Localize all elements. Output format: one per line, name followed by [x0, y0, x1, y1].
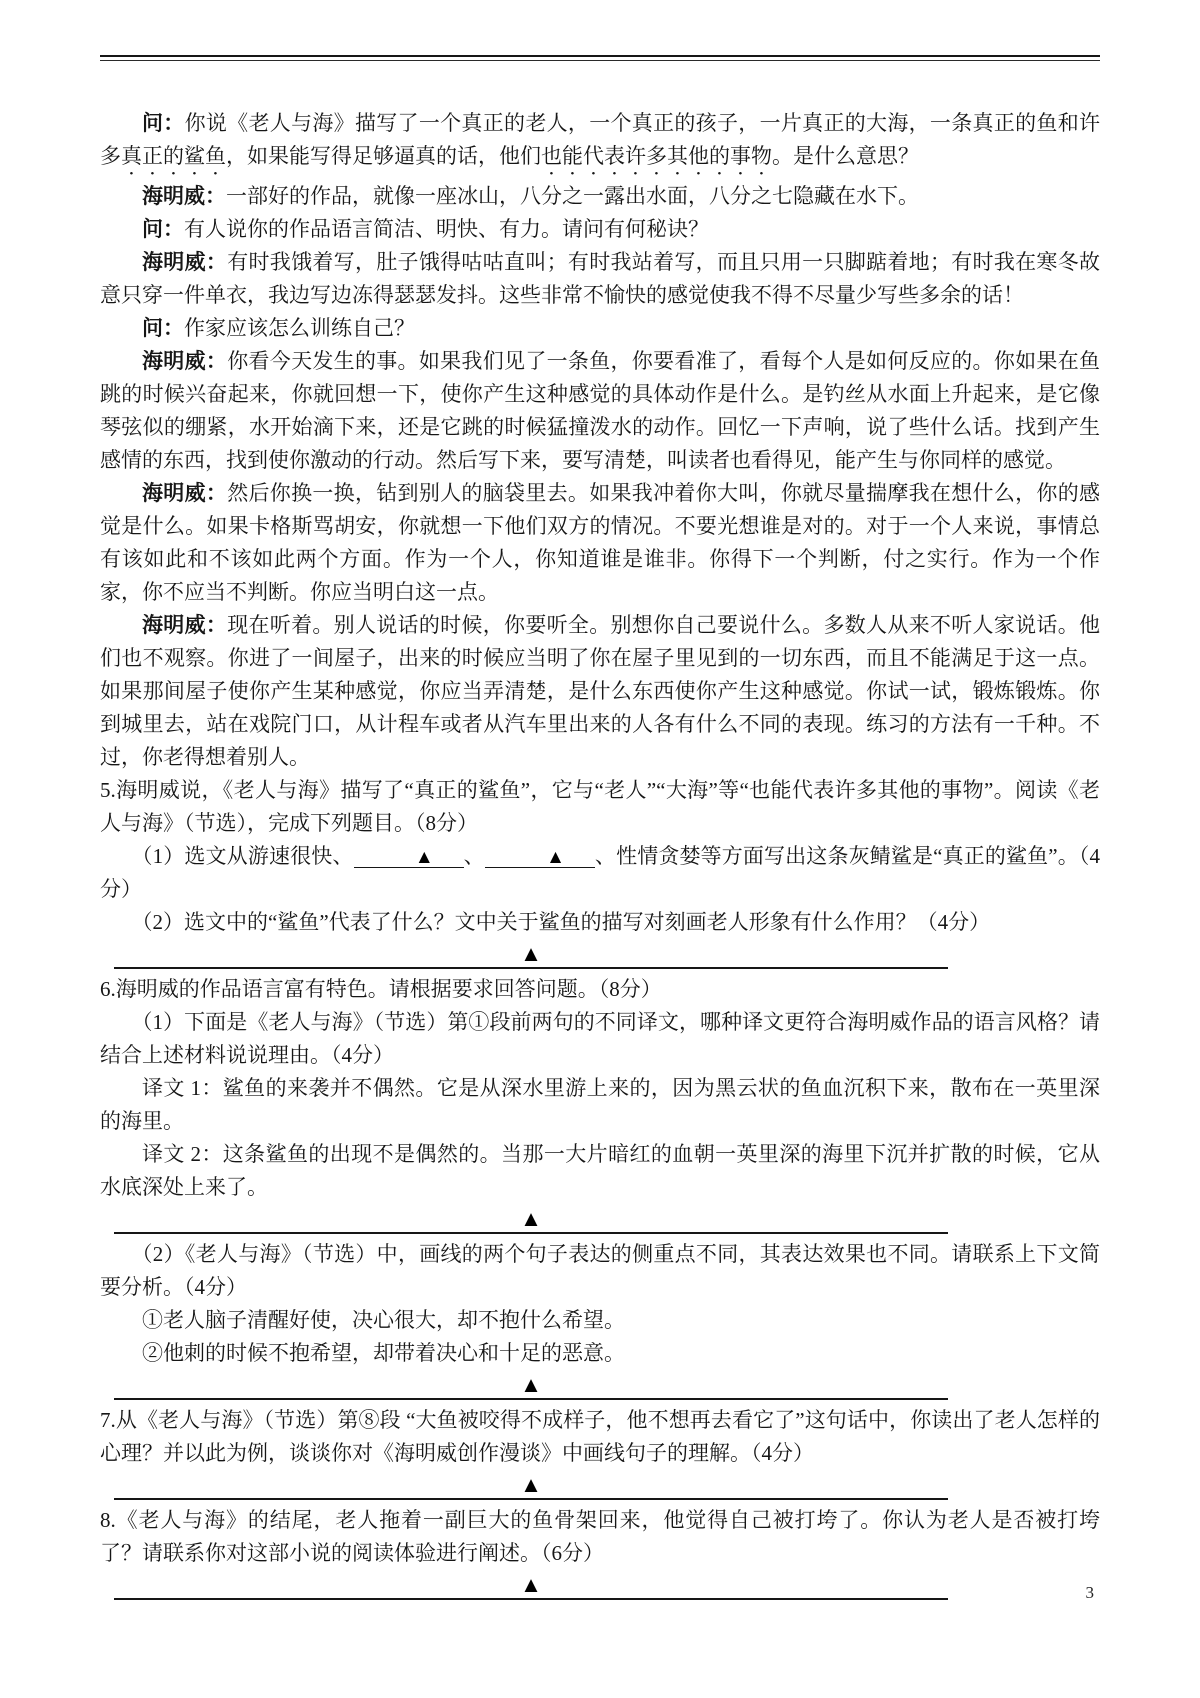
- question-5-stem: 5.海明威说，《老人与海》描写了“真正的鲨鱼”，它与“老人”“大海”等“也能代表许多其他的事物”。阅读《老人与海》（节选），完成下列题目。（8分）: [100, 778, 1100, 835]
- dialog-text: 作家应该怎么训练自己？: [184, 316, 415, 340]
- emphasized-text: 真正的鲨鱼: [121, 144, 226, 168]
- dialog-text: 有时我饿着写，肚子饿得咕咕直叫；有时我站着写，而且只用一只脚踮着地；有时我在寒冬故意只穿一件单衣，我边写边冻得瑟瑟发抖。这些非常不愉快的感觉使我不得不尽量少写些多余的话！: [100, 250, 1101, 307]
- interview-paragraph: [100, 246, 1100, 312]
- answer-marker: ▲: [546, 847, 565, 868]
- interview-paragraph: [100, 213, 1100, 246]
- dialog-text: 现在听着。别人说话的时候，你要听全。别想你自己要说什么。多数人从来不听人家说话。他们也不观察。你进了一间屋子，出来的时候应当明了你在屋子里见到的一切东西，而且不能满足于这一点。如果那间屋子使你产生某种感觉，你应当弄清楚，是什么东西使你产生这种感觉。你试一试，锻炼锻炼。你到城里去，站在戏院门口，从计程车或者从汽车里出来的人各有什么不同的表现。练习的方法有一千种。不过，你老得想着别人。: [100, 613, 1101, 769]
- answer-marker: ▲: [520, 941, 542, 966]
- interview-paragraph: [100, 180, 1100, 213]
- interview-paragraph: [100, 609, 1100, 774]
- speaker-label: 海明威：: [142, 613, 228, 637]
- translation-2: 译文 2：这条鲨鱼的出现不是偶然的。当那一大片暗红的血朝一英里深的海里下沉并扩散的时候，它从水底深处上来了。: [100, 1142, 1100, 1199]
- speaker-label: 海明威：: [142, 349, 228, 373]
- interview-paragraph: [100, 477, 1100, 609]
- page-content: [100, 61, 1100, 1600]
- answer-line: [114, 1572, 948, 1600]
- answer-line: [114, 941, 948, 969]
- quoted-sentence-2: ②他刺的时候不抱希望，却带着决心和十足的恶意。: [142, 1341, 625, 1365]
- answer-line: [114, 1372, 948, 1400]
- question-5-item-2: （2）选文中的“鲨鱼”代表了什么？文中关于鲨鱼的描写对刻画老人形象有什么作用？（4分）: [131, 910, 991, 934]
- answer-marker: ▲: [520, 1372, 542, 1397]
- dialog-text: 然后你换一换，钻到别人的脑袋里去。如果我冲着你大叫，你就尽量揣摩我在想什么，你的感觉是什么。如果卡格斯骂胡安，你就想一下他们双方的情况。不要光想谁是对的。对于一个人来说，事情总有该如此和不该如此两个方面。作为一个人，你知道谁是谁非。你得下一个判断，付之实行。作为一个作家，你不应当不判断。你应当明白这一点。: [100, 481, 1101, 604]
- dialog-text: 一部好的作品，就像一座冰山，八分之一露出水面，八分之七隐藏在水下。: [226, 184, 919, 208]
- answer-marker: ▲: [520, 1206, 542, 1231]
- fill-blank: [485, 846, 595, 868]
- question-6-stem: 6.海明威的作品语言富有特色。请根据要求回答问题。（8分）: [100, 977, 662, 1001]
- speaker-label: 海明威：: [142, 481, 228, 505]
- question-6-item-1: （1）下面是《老人与海》（节选）第①段前两句的不同译文，哪种译文更符合海明威作品的语言风格？请结合上述材料说说理由。（4分）: [100, 1010, 1100, 1067]
- item-text: 、性情贪婪等方面写出这条灰鲭鲨是“真正的鲨鱼”。（4分）: [100, 844, 1101, 901]
- answer-marker: ▲: [414, 847, 434, 868]
- item-text: 、: [463, 844, 485, 868]
- answer-marker: ▲: [520, 1472, 542, 1497]
- speaker-label: 海明威：: [142, 184, 226, 208]
- interview-paragraph: [100, 312, 1100, 345]
- interview-paragraph: [100, 107, 1100, 180]
- translation-1: 译文 1：鲨鱼的来袭并不偶然。它是从深水里游上来的，因为黑云状的鱼血沉积下来，散布在一英里深的海里。: [100, 1076, 1100, 1133]
- dialog-text: 。是什么意思？: [772, 144, 919, 168]
- question-7-stem: 7.从《老人与海》（节选）第⑧段 “大鱼被咬得不成样子，他不想再去看它了”这句话中，你读出了老人怎样的心理？并以此为例，谈谈你对《海明威创作漫谈》中画线句子的理解。（4分）: [100, 1408, 1100, 1465]
- dialog-text: 有人说你的作品语言简洁、明快、有力。请问有何秘诀？: [184, 217, 709, 241]
- fill-blank: [354, 846, 464, 868]
- dialog-text: 你看今天发生的事。如果我们见了一条鱼，你要看准了，看每个人是如何反应的。你如果在鱼跳的时候兴奋起来，你就回想一下，使你产生这种感觉的具体动作是什么。是钓丝从水面上升起来，是它像琴弦似的绷紧，水开始滴下来，还是它跳的时候猛撞泼水的动作。回忆一下声响，说了些什么话。找到产生感情的东西，找到使你激动的行动。然后写下来，要写清楚，叫读者也看得见，能产生与你同样的感觉。: [100, 349, 1101, 472]
- page-number: 3: [1085, 1583, 1094, 1602]
- question-5-item-1: [100, 840, 1100, 906]
- answer-line: [114, 1206, 948, 1234]
- answer-marker: ▲: [520, 1572, 542, 1597]
- dialog-text: 你说《老人与海》描写了一个真正的老人，一个真正的孩子，一片真正的大海，一条真正的鱼和许多: [100, 111, 1100, 168]
- speaker-label: 海明威：: [142, 250, 228, 274]
- item-text: （1）选文从游速很快、: [131, 844, 354, 868]
- interview-paragraph: [100, 345, 1100, 477]
- speaker-label: 问：: [142, 217, 184, 241]
- dialog-text: ，如果能写得足够逼真的话，他们: [226, 144, 541, 168]
- question-8-stem: 8.《老人与海》的结尾，老人拖着一副巨大的鱼骨架回来，他觉得自己被打垮了。你认为老人是否被打垮了？请联系你对这部小说的阅读体验进行阐述。（6分）: [100, 1508, 1100, 1565]
- speaker-label: 问：: [142, 316, 184, 340]
- emphasized-text: 也能代表许多其他的事物: [541, 144, 772, 168]
- quoted-sentence-1: ①老人脑子清醒好使，决心很大，却不抱什么希望。: [142, 1308, 625, 1332]
- speaker-label: 问：: [142, 111, 185, 135]
- answer-line: [114, 1472, 948, 1500]
- question-6-item-2: （2）《老人与海》（节选）中，画线的两个句子表达的侧重点不同，其表达效果也不同。请联系上下文简要分析。（4分）: [100, 1242, 1100, 1299]
